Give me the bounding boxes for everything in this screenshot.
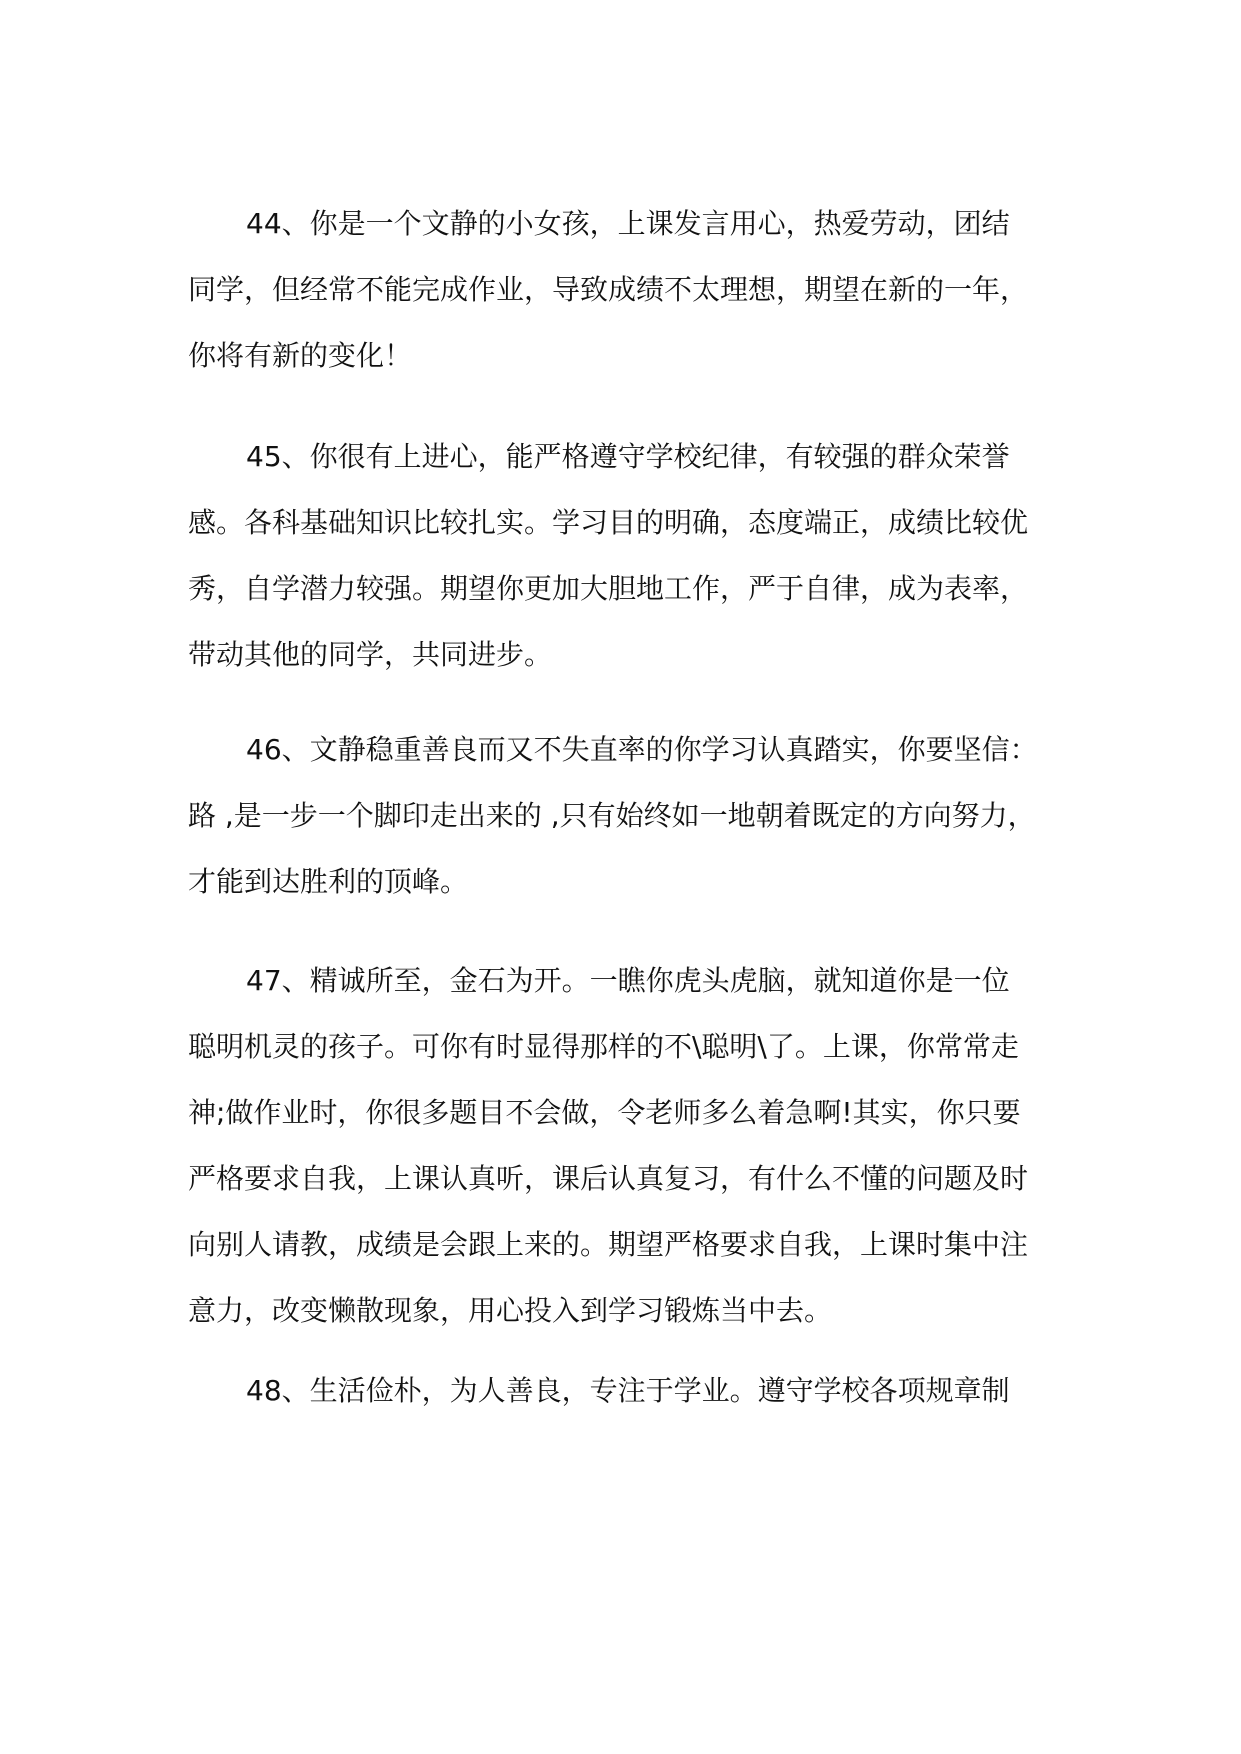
paragraph-47 [188, 948, 1078, 1344]
paragraph-45 [188, 424, 1078, 688]
paragraph-line: 意力，改变懒散现象，用心投入到学习锻炼当中去。 [188, 1294, 833, 1327]
paragraph-line: 48、生活俭朴，为人善良，专注于学业。遵守学校各项规章制 [246, 1374, 1010, 1407]
paragraph-46 [188, 717, 1078, 915]
paragraph-line: 45、你很有上进心，能严格遵守学校纪律，有较强的群众荣誉 [246, 440, 1010, 473]
paragraph-line: 带动其他的同学，共同进步。 [188, 638, 553, 671]
paragraph-line: 路 ,是一步一个脚印走出来的 ,只有始终如一地朝着既定的方向努力， [188, 799, 1036, 832]
paragraph-line: 严格要求自我，上课认真听，课后认真复习，有什么不懂的问题及时 [188, 1162, 1029, 1195]
paragraph-line: 同学，但经常不能完成作业，导致成绩不太理想，期望在新的一年， [188, 273, 1029, 306]
paragraph-line: 才能到达胜利的顶峰。 [188, 865, 469, 898]
paragraph-line: 感。各科基础知识比较扎实。学习目的明确，态度端正，成绩比较优 [188, 506, 1029, 539]
paragraph-line: 47、精诚所至，金石为开。一瞧你虎头虎脑，就知道你是一位 [246, 964, 1010, 997]
paragraph-line: 44、你是一个文静的小女孩，上课发言用心，热爱劳动，团结 [246, 207, 1010, 240]
paragraph-line: 聪明机灵的孩子。可你有时显得那样的不\聪明\了。上课，你常常走 [188, 1030, 1019, 1063]
paragraph-line: 秀，自学潜力较强。期望你更加大胆地工作，严于自律，成为表率， [188, 572, 1029, 605]
paragraph-line: 向别人请教，成绩是会跟上来的。期望严格要求自我，上课时集中注 [188, 1228, 1029, 1261]
paragraph-line: 46、文静稳重善良而又不失直率的你学习认真踏实，你要坚信： [246, 733, 1038, 766]
paragraph-48 [188, 1358, 1078, 1424]
paragraph-line: 神;做作业时，你很多题目不会做，令老师多么着急啊!其实，你只要 [188, 1096, 1021, 1129]
paragraph-44 [188, 191, 1078, 389]
paragraph-line: 你将有新的变化！ [188, 339, 413, 372]
